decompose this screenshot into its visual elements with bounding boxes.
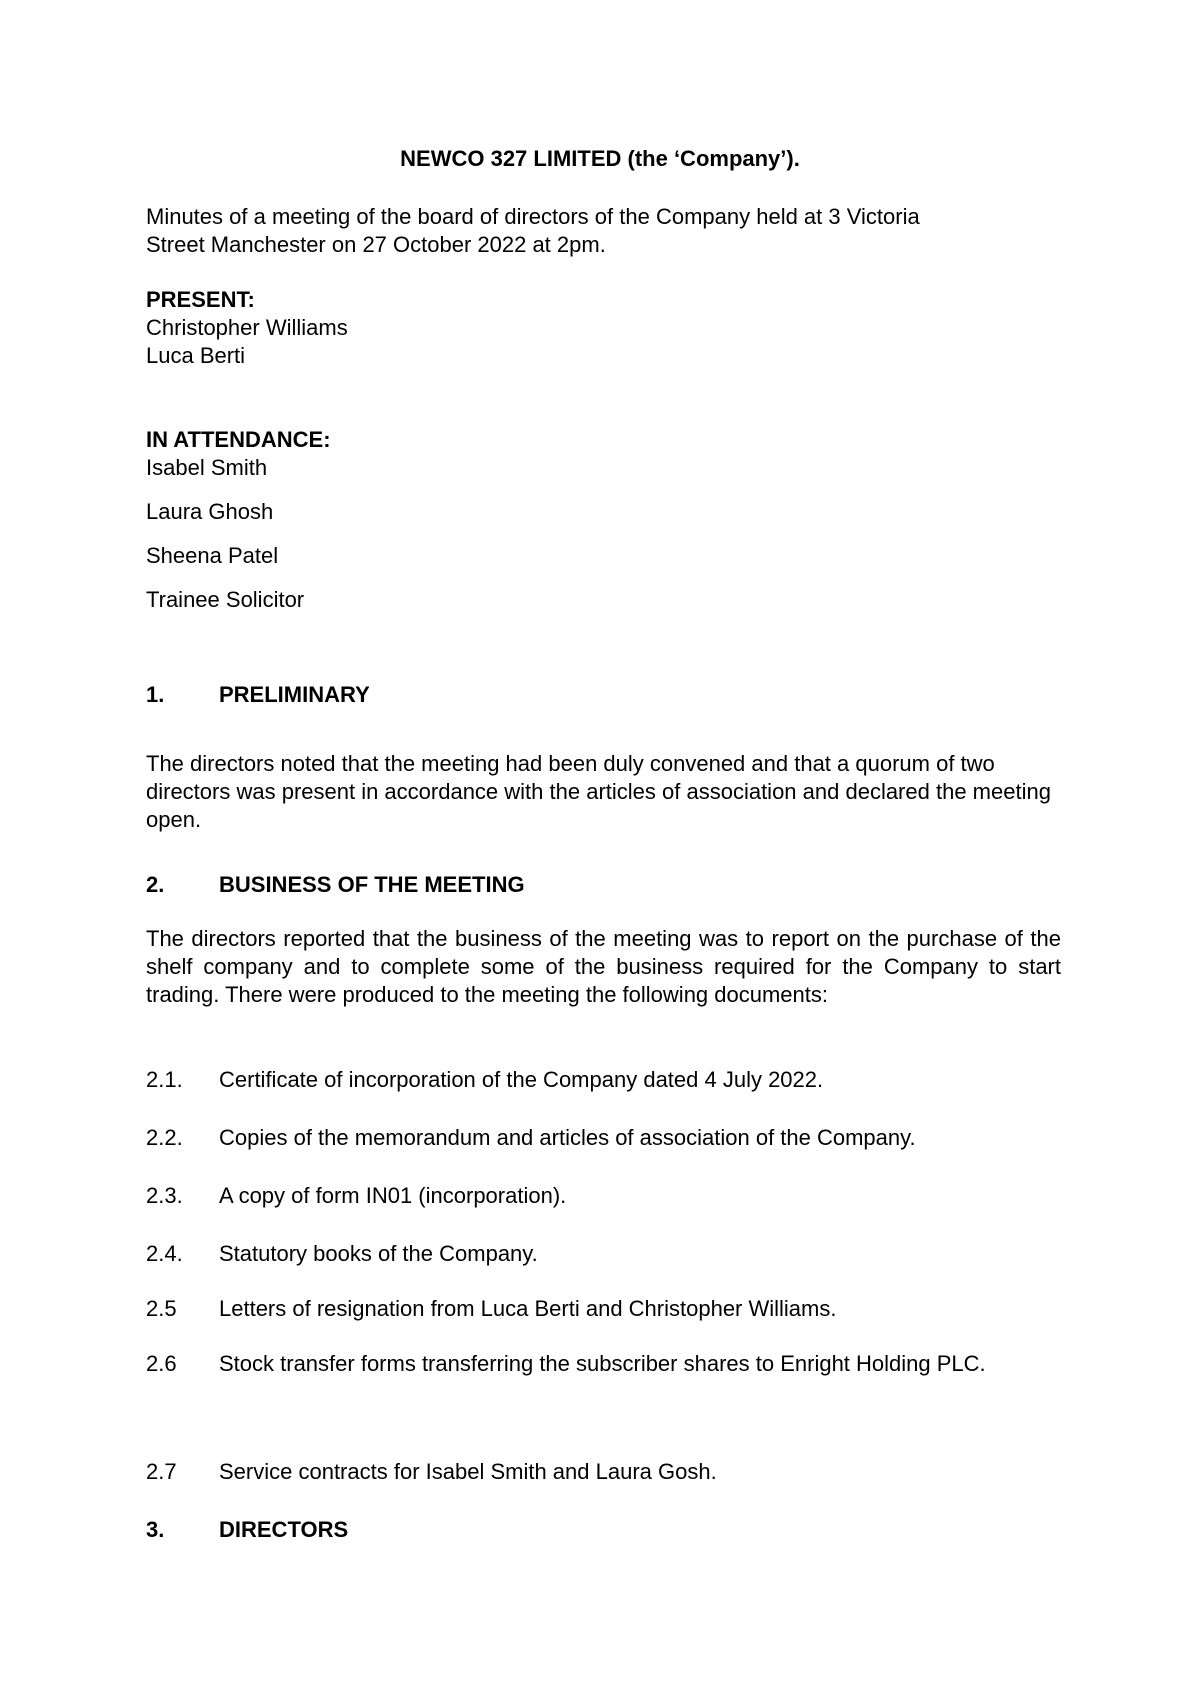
list-item-text: Statutory books of the Company. (219, 1241, 538, 1266)
attendance-name: Laura Ghosh (146, 499, 274, 524)
present-name: Luca Berti (146, 343, 246, 368)
list-item-text: Certificate of incorporation of the Company dated 4 July 2022. (219, 1067, 824, 1092)
section-heading: DIRECTORS (219, 1517, 349, 1542)
list-item-number: 2.3. (146, 1183, 183, 1208)
list-item-text: Copies of the memorandum and articles of association of the Company. (219, 1125, 916, 1150)
attendance-heading: IN ATTENDANCE: (146, 427, 331, 452)
section-body: The directors reported that the business of the meeting was to report on the purchase of the shelf company and to complete some of the business required for the Company to start trading. There were produced to the meeting the following documents: (146, 926, 1061, 1007)
attendance-name: Isabel Smith (146, 455, 268, 480)
intro-line-1: Minutes of a meeting of the board of directors of the Company held at 3 Victoria (146, 204, 920, 229)
list-item-text: Letters of resignation from Luca Berti and Christopher Williams. (219, 1296, 837, 1321)
list-item-number: 2.4. (146, 1241, 183, 1266)
list-item-number: 2.5 (146, 1296, 177, 1321)
section-number: 2. (146, 872, 165, 897)
section-number: 3. (146, 1517, 165, 1542)
attendance-name: Sheena Patel (146, 543, 279, 568)
list-item-number: 2.1. (146, 1067, 183, 1092)
intro-line-2: Street Manchester on 27 October 2022 at 2pm. (146, 232, 606, 257)
list-item-text: Service contracts for Isabel Smith and Laura Gosh. (219, 1459, 717, 1484)
section-body: The directors noted that the meeting had been duly convened and that a quorum of two directors was present in accordance with the articles of association and declared the meeting open. (146, 751, 1051, 832)
present-heading: PRESENT: (146, 287, 255, 312)
present-name: Christopher Williams (146, 315, 348, 340)
list-item-number: 2.2. (146, 1125, 183, 1150)
section-heading: PRELIMINARY (219, 682, 370, 707)
section-number: 1. (146, 682, 165, 707)
attendance-name: Trainee Solicitor (146, 587, 305, 612)
document-title: NEWCO 327 LIMITED (the ‘Company’). (400, 146, 800, 171)
list-item-text: A copy of form IN01 (incorporation). (219, 1183, 567, 1208)
list-item-text: Stock transfer forms transferring the subscriber shares to Enright Holding PLC. (219, 1351, 986, 1376)
list-item-number: 2.6 (146, 1351, 177, 1376)
list-item-number: 2.7 (146, 1459, 177, 1484)
section-heading: BUSINESS OF THE MEETING (219, 872, 525, 897)
